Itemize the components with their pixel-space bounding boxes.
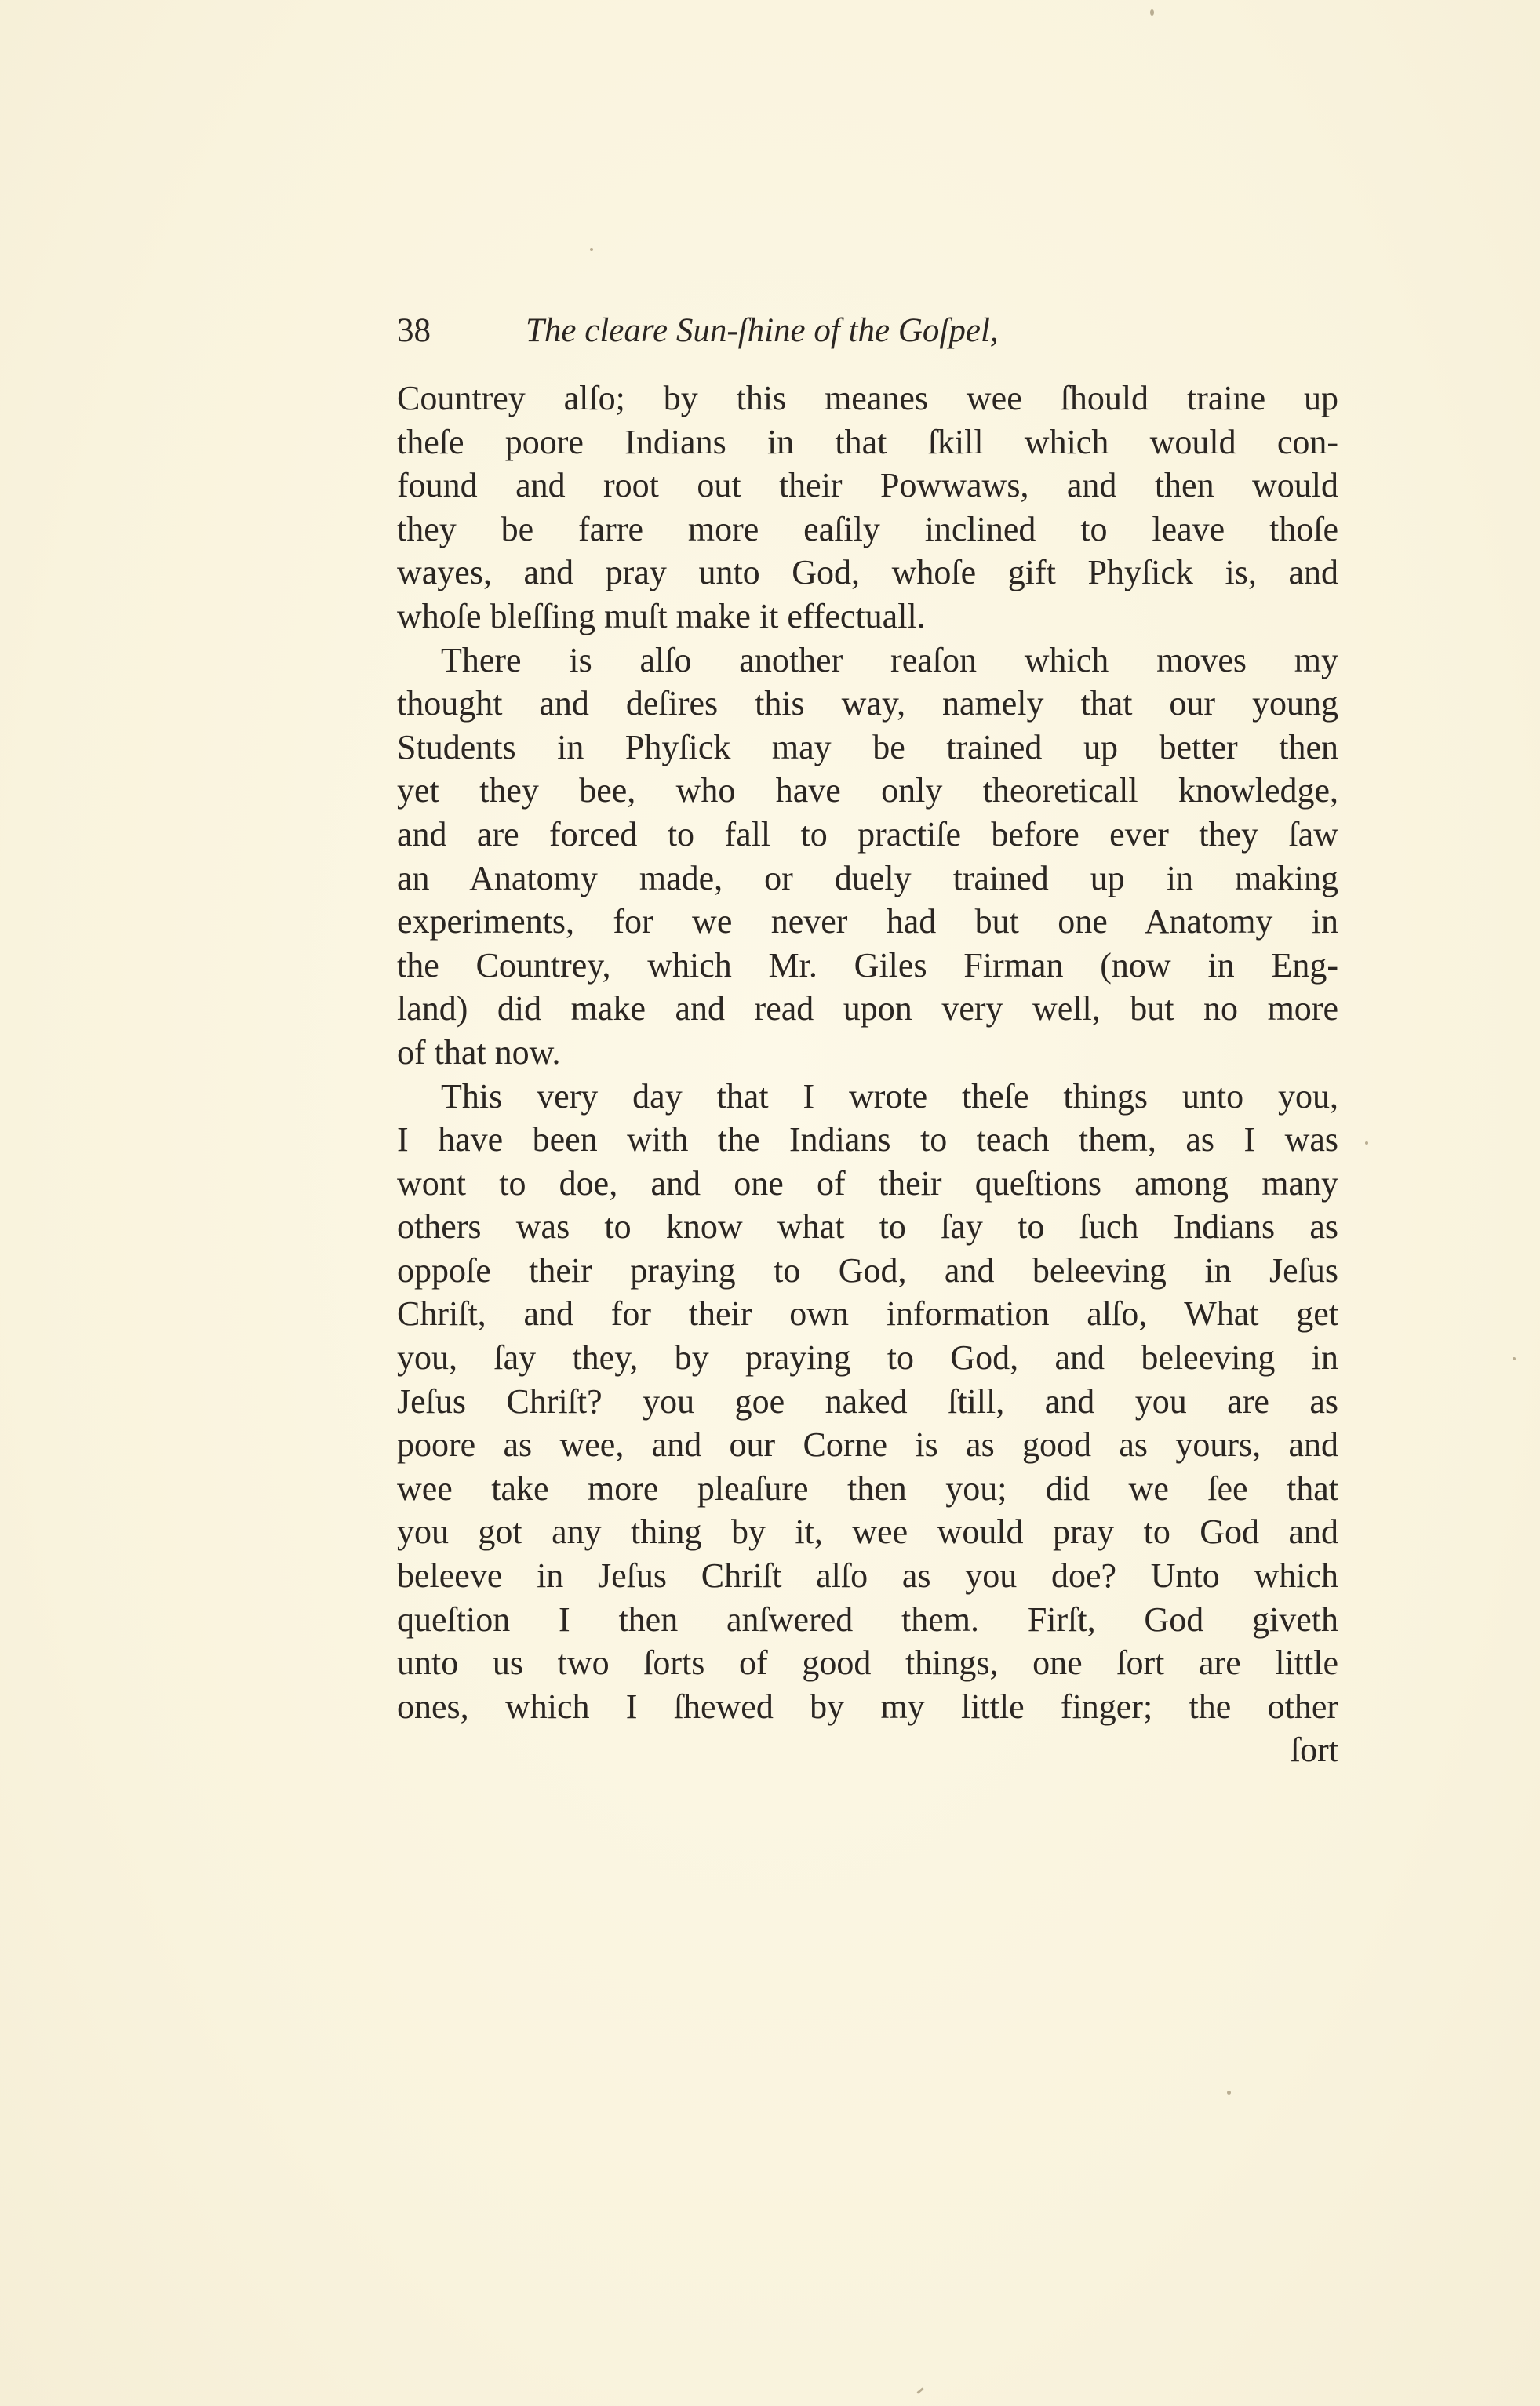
text-line: queſtion I then anſwered them. Firſt, God giveth	[397, 1600, 1338, 1639]
text-line: oppoſe their praying to God, and beleeving in Jeſus	[397, 1250, 1338, 1290]
text-line: Jeſus Chriſt? you goe naked ſtill, and you are as	[397, 1381, 1338, 1421]
page-number: 38	[397, 312, 431, 349]
text-line: There is alſo another reaſon which moves my	[441, 640, 1338, 679]
text-line: you got any thing by it, wee would pray to God and	[397, 1512, 1338, 1552]
page-header	[397, 308, 1338, 355]
text-line: the Countrey, which Mr. Giles Firman (now in Eng-	[397, 945, 1338, 985]
text-line: of that now.	[397, 1032, 561, 1072]
text-line: others was to know what to ſay to ſuch Indians as	[397, 1207, 1338, 1247]
paper-speck	[1513, 1357, 1516, 1360]
paper-speck	[1150, 9, 1154, 16]
text-line: wee take more pleaſure then you; did we ſee that	[397, 1469, 1338, 1508]
text-line: you, ſay they, by praying to God, and beleeving in	[397, 1338, 1338, 1378]
text-line: beleeve in Jeſus Chriſt alſo as you doe? Unto which	[397, 1556, 1338, 1596]
text-line: ones, which I ſhewed by my little finger; the other	[397, 1687, 1338, 1726]
text-line: thought and deſires this way, namely that our young	[397, 684, 1338, 723]
text-line: Chriſt, and for their own information alſo, What get	[397, 1294, 1338, 1334]
text-line: poore as wee, and our Corne is as good as yours, and	[397, 1425, 1338, 1465]
text-line: they be farre more eaſily inclined to leave thoſe	[397, 509, 1338, 548]
text-line: experiments, for we never had but one Anatomy in	[397, 902, 1338, 941]
text-line: an Anatomy made, or duely trained up in making	[397, 858, 1338, 897]
paper-speck	[1227, 2091, 1231, 2095]
catchword: ſort	[1290, 1731, 1338, 1770]
text-line: found and root out their Powwaws, and then would	[397, 466, 1338, 505]
text-line: land) did make and read upon very well, but no more	[397, 989, 1338, 1028]
text-line: unto us two ſorts of good things, one ſort are little	[397, 1643, 1338, 1683]
text-line: Countrey alſo; by this meanes wee ſhould traine up	[397, 379, 1338, 417]
text-line: This very day that I wrote theſe things unto you,	[441, 1076, 1338, 1116]
body-text	[397, 377, 1338, 1772]
text-line: I have been with the Indians to teach them, as I was	[397, 1120, 1338, 1159]
paper-speck	[590, 248, 593, 251]
text-line: Students in Phyſick may be trained up better then	[397, 727, 1338, 766]
text-line: wont to doe, and one of their queſtions among many	[397, 1163, 1338, 1203]
text-line: yet they bee, who have only theoreticall knowledge,	[397, 771, 1338, 810]
running-title: The cleare Sun-ſhine of the Goſpel,	[526, 312, 999, 349]
text-line: and are forced to fall to practiſe before ever they ſaw	[397, 814, 1338, 854]
text-line: wayes, and pray unto God, whoſe gift Phyſick is, and	[397, 553, 1338, 592]
text-line: whoſe bleſſing muſt make it effectuall.	[397, 596, 926, 635]
paper-speck	[916, 2387, 924, 2394]
paper-speck	[1365, 1141, 1368, 1145]
text-line: theſe poore Indians in that ſkill which would con-	[397, 422, 1338, 461]
